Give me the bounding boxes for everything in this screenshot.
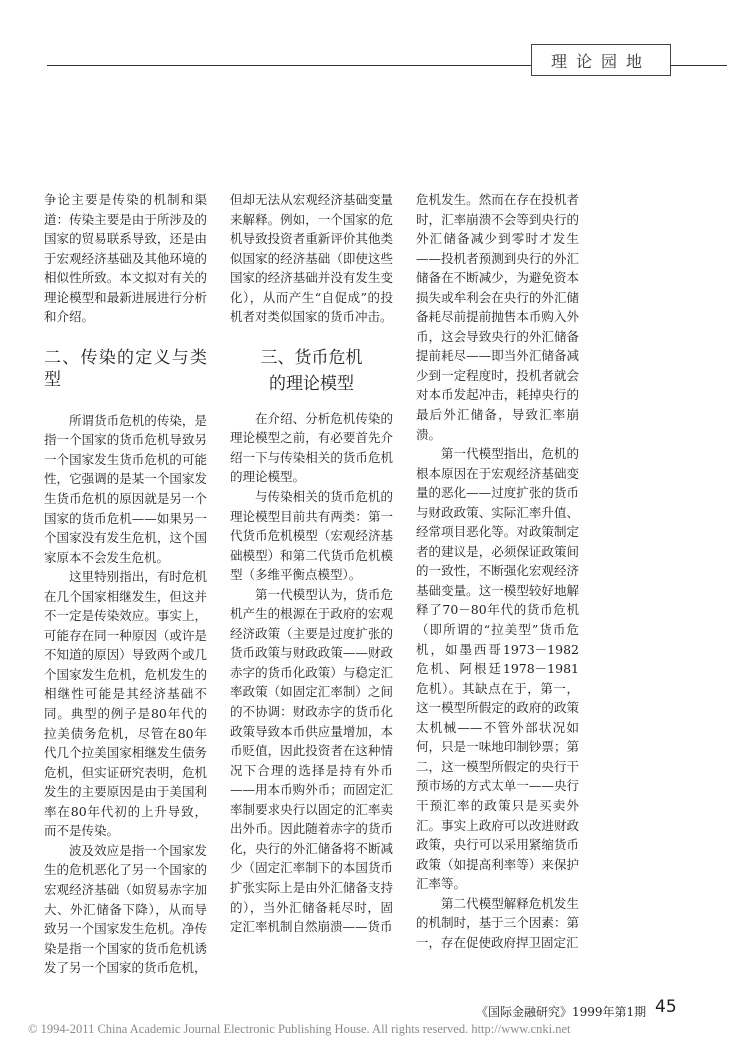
text-column-1 xyxy=(44,190,207,978)
body-paragraph: 这里特别指出，有时危机在几个国家相继发生，但这并不一定是传染效应。事实上，可能存在同一种原因（或许是不知道的原因）导致两个或几个国家发生危机，危机发生的相继性可能是其经济基础不同。典型的例子是80年代的拉美债务危机，尽管在80年代几个拉美国家相继发生债务危机，但实证研究表明，危机发生的主要原因是由于美国利率在80年代初的上升导致，而不是传染。 xyxy=(44,569,207,839)
body-paragraph: 与传染相关的货币危机的理论模型目前共有两类：第一代货币危机模型（宏观经济基础模型）和第二代货币危机模型（多维平衡点模型）。 xyxy=(230,489,393,583)
body-paragraph: 第二代模型解释危机发生的机制时，基于三个因素：第一，存在促使政府捍卫固定汇 xyxy=(416,895,579,950)
page-number: 45 xyxy=(655,997,677,1017)
body-paragraph: 第一代模型指出，危机的根本原因在于宏观经济基础变量的恶化——过度扩张的货币与财政政策、实际汇率升值、经常项目恶化等。对政策制定者的建议是，必须保证政策间的一致性，不断强化宏观经济基础变量。这一模型较好地解释了70－80年代的货币危机（即所谓的“拉美型”货币危机，如墨西哥1973－1982危机、阿根廷1978－1981危机）。其缺点在于，第一，这一模型所假定的政府的政策太机械——不管外部状况如何，只是一味地印制钞票；第二，这一模型所假定的央行干预市场的方式太单一——央行干预汇率的政策只是买卖外汇。事实上政府可以改进财政政策，央行可以采用紧缩货币政策（如提高利率等）来保护汇率等。 xyxy=(416,446,579,892)
body-paragraph: 第一代模型认为，货币危机产生的根源在于政府的宏观经济政策（主要是过度扩张的货币政策与财政政策——财政赤字的货币化政策）与稳定汇率政策（如固定汇率制）之间的不协调：财政赤字的货币化政策导致本币供应量增加，本币贬值，因此投资者在这种情况下合理的选择是持有外币——用本币购外币；而固定汇率制要求央行以固定的汇率卖出外币。因此随着赤字的货币化，央行的外汇储备将不断减少（固定汇率制下的本国货币扩张实际上是由外汇储备支持的），当外汇储备耗尽时，固定汇率机制自然崩溃——货币 xyxy=(230,586,393,935)
body-paragraph: 危机发生。然而在存在投机者时，汇率崩溃不会等到央行的外汇储备减少到零时才发生——投机者预测到央行的外汇储备在不断减少，为避免资本损失或牟利会在央行的外汇储备耗尽前提前抛售本币购入外币，这会导致央行的外汇储备提前耗尽——即当外汇储备减少到一定程度时，投机者就会对本币发起冲击，耗掉央行的最后外汇储备，导致汇率崩溃。 xyxy=(416,192,579,442)
section-heading: 三、货币危机 的理论模型 xyxy=(260,347,363,394)
text-column-2 xyxy=(230,190,393,937)
body-paragraph: 所谓货币危机的传染，是指一个国家的货币危机导致另一个国家发生货币危机的可能性，它强调的是某一个国家发生货币危机的原因就是另一个国家的货币危机——如果另一个国家没有发生危机，这个国家原本不会发生危机。 xyxy=(44,412,207,565)
body-paragraph: 在介绍、分析危机传染的理论模型之前，有必要首先介绍一下与传染相关的货币危机的理论模型。 xyxy=(230,410,393,485)
section-tag: 理论园地 xyxy=(531,44,671,76)
body-paragraph: 但却无法从宏观经济基础变量来解释。例如，一个国家的危机导致投资者重新评价其他类似国家的经济基础（即使这些国家的经济基础并没有发生变化），从而产生“自促成”的投机者对类似国家的货币冲击。 xyxy=(230,192,393,325)
copyright-notice: © 1994-2011 China Academic Journal Electronic Publishing House. All rights reserved. http://www.cnki.net xyxy=(28,1022,571,1036)
text-column-3 xyxy=(416,190,579,952)
section-heading: 二、传染的定义与类型 xyxy=(44,347,207,390)
journal-citation: 《国际金融研究》1999年第1期 xyxy=(476,1005,647,1019)
body-paragraph: 争论主要是传染的机制和渠道：传染主要是由于所涉及的国家的贸易联系导致，还是由于宏观经济基础及其他环境的相似性所致。本文拟对有关的理论模型和最新进展进行分析和介绍。 xyxy=(44,192,207,325)
body-paragraph: 波及效应是指一个国家发生的危机恶化了另一个国家的宏观经济基础（如贸易赤字加大、外汇储备下降），从而导致另一个国家发生危机。净传染是指一个国家的货币危机诱发了另一个国家的货币危机， xyxy=(44,842,207,976)
